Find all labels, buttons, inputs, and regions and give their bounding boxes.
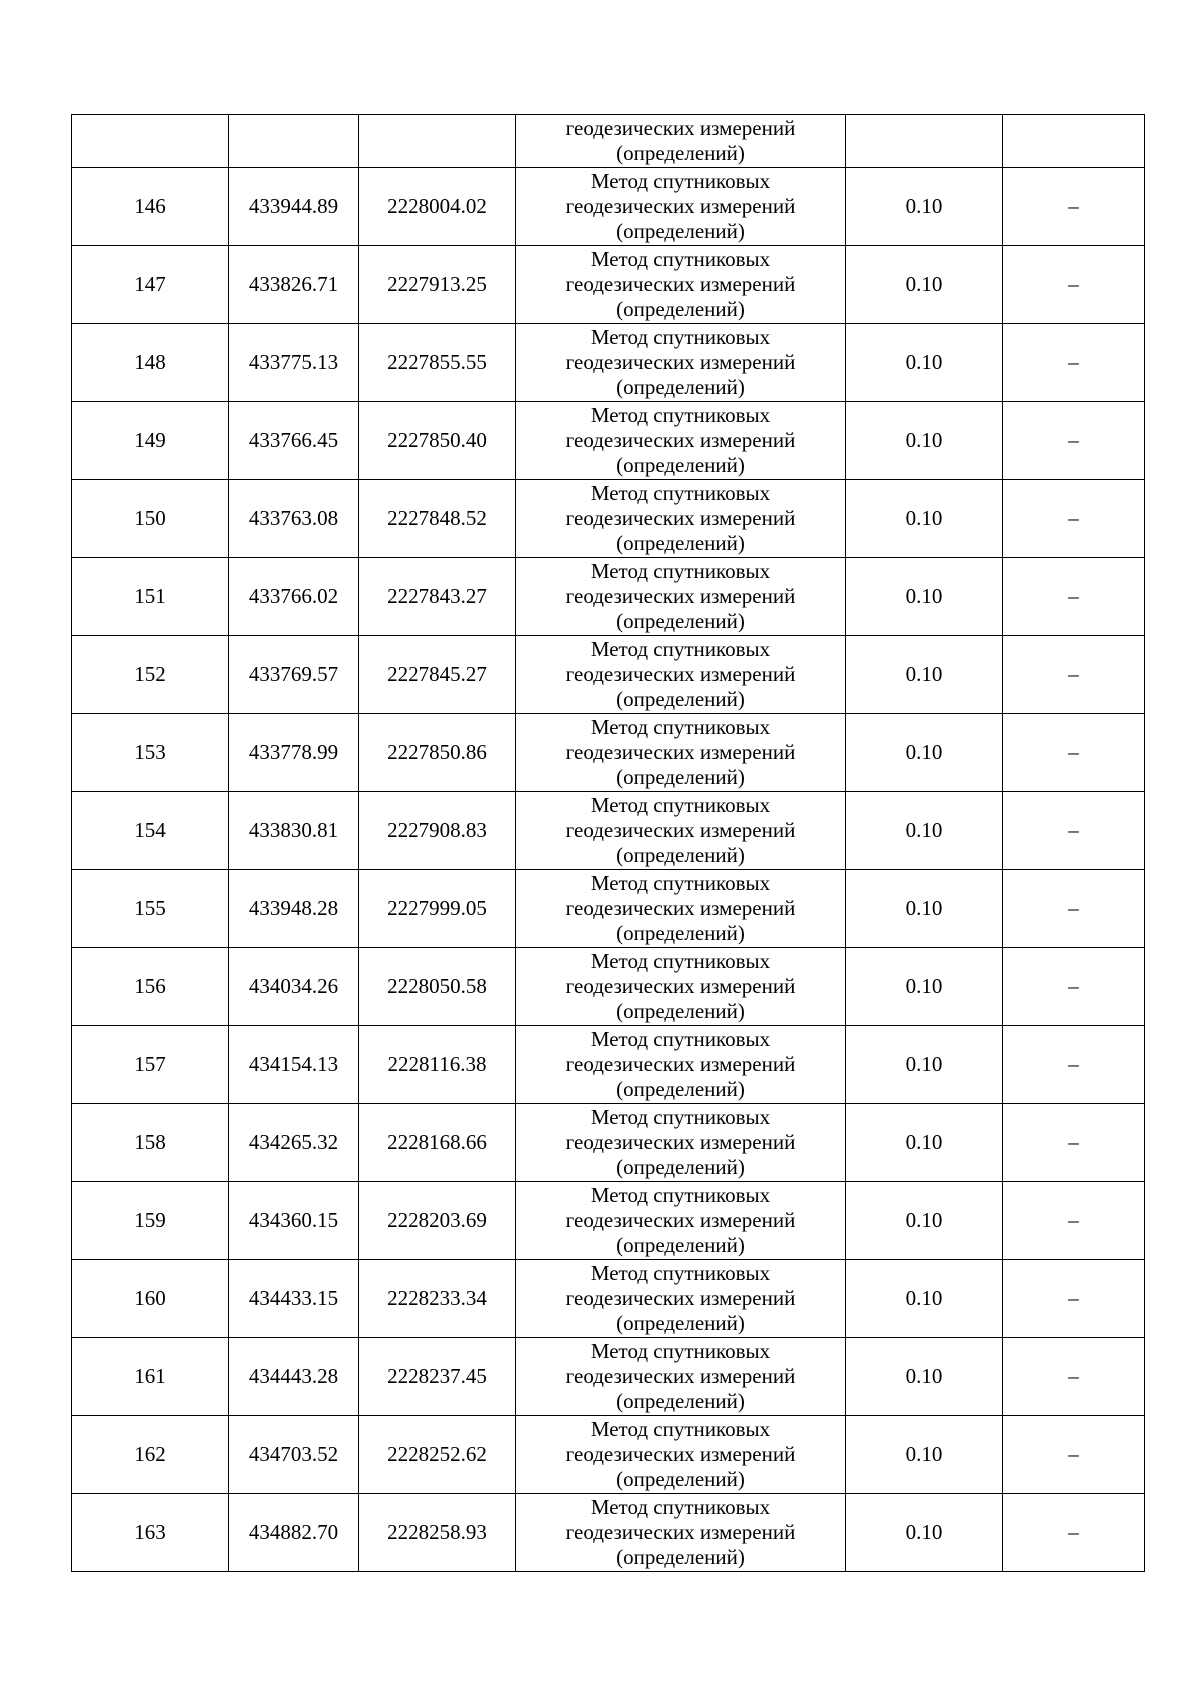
table-row bbox=[72, 792, 1145, 870]
method-line: Метод спутниковых bbox=[590, 637, 771, 661]
method-line: геодезических измерений bbox=[565, 818, 796, 842]
y-coordinate-cell: 2227850.40 bbox=[359, 402, 516, 480]
precision-cell: 0.10 bbox=[846, 870, 1003, 948]
point-number-cell: 158 bbox=[72, 1104, 229, 1182]
method-line: геодезических измерений bbox=[565, 272, 796, 296]
note-cell: – bbox=[1003, 870, 1145, 948]
precision-cell: 0.10 bbox=[846, 324, 1003, 402]
method-cell bbox=[516, 792, 846, 870]
table-row bbox=[72, 948, 1145, 1026]
y-coordinate-cell: 2228237.45 bbox=[359, 1338, 516, 1416]
x-coordinate-cell: 433775.13 bbox=[229, 324, 359, 402]
method-line: Метод спутниковых bbox=[590, 715, 771, 739]
method-line: Метод спутниковых bbox=[590, 325, 771, 349]
table-row bbox=[72, 1182, 1145, 1260]
method-line: (определений) bbox=[616, 1545, 745, 1569]
x-coordinate-cell: 433826.71 bbox=[229, 246, 359, 324]
y-coordinate-cell: 2227999.05 bbox=[359, 870, 516, 948]
method-line: геодезических измерений bbox=[565, 194, 796, 218]
y-coordinate-cell bbox=[359, 115, 516, 168]
method-line: (определений) bbox=[616, 843, 745, 867]
y-coordinate-cell: 2227843.27 bbox=[359, 558, 516, 636]
method-cell bbox=[516, 948, 846, 1026]
method-line: геодезических измерений bbox=[565, 506, 796, 530]
table-body bbox=[72, 115, 1145, 1572]
method-cell bbox=[516, 870, 846, 948]
precision-cell: 0.10 bbox=[846, 558, 1003, 636]
point-number-cell: 149 bbox=[72, 402, 229, 480]
method-line: Метод спутниковых bbox=[590, 793, 771, 817]
method-line: геодезических измерений bbox=[565, 740, 796, 764]
method-line: (определений) bbox=[616, 765, 745, 789]
method-cell bbox=[516, 115, 846, 168]
table-row bbox=[72, 870, 1145, 948]
table-row bbox=[72, 1260, 1145, 1338]
method-line: (определений) bbox=[616, 375, 745, 399]
table-row bbox=[72, 480, 1145, 558]
note-cell: – bbox=[1003, 480, 1145, 558]
method-line: (определений) bbox=[616, 921, 745, 945]
method-line: (определений) bbox=[616, 687, 745, 711]
method-line: (определений) bbox=[616, 141, 745, 165]
table-row bbox=[72, 1494, 1145, 1572]
method-cell bbox=[516, 1260, 846, 1338]
method-line: Метод спутниковых bbox=[590, 169, 771, 193]
x-coordinate-cell: 434433.15 bbox=[229, 1260, 359, 1338]
point-number-cell: 157 bbox=[72, 1026, 229, 1104]
point-number-cell: 146 bbox=[72, 168, 229, 246]
method-cell bbox=[516, 1182, 846, 1260]
method-line: Метод спутниковых bbox=[590, 1495, 771, 1519]
precision-cell: 0.10 bbox=[846, 168, 1003, 246]
method-line: (определений) bbox=[616, 1077, 745, 1101]
precision-cell: 0.10 bbox=[846, 402, 1003, 480]
note-cell: – bbox=[1003, 948, 1145, 1026]
method-line: Метод спутниковых bbox=[590, 559, 771, 583]
method-line: Метод спутниковых bbox=[590, 481, 771, 505]
method-line: геодезических измерений bbox=[565, 1286, 796, 1310]
y-coordinate-cell: 2228258.93 bbox=[359, 1494, 516, 1572]
y-coordinate-cell: 2228116.38 bbox=[359, 1026, 516, 1104]
point-number-cell: 161 bbox=[72, 1338, 229, 1416]
method-line: (определений) bbox=[616, 1389, 745, 1413]
table-row bbox=[72, 402, 1145, 480]
y-coordinate-cell: 2227908.83 bbox=[359, 792, 516, 870]
method-line: геодезических измерений bbox=[565, 584, 796, 608]
y-coordinate-cell: 2227913.25 bbox=[359, 246, 516, 324]
x-coordinate-cell: 433778.99 bbox=[229, 714, 359, 792]
point-number-cell bbox=[72, 115, 229, 168]
y-coordinate-cell: 2228168.66 bbox=[359, 1104, 516, 1182]
table-row bbox=[72, 714, 1145, 792]
point-number-cell: 156 bbox=[72, 948, 229, 1026]
method-line: Метод спутниковых bbox=[590, 949, 771, 973]
note-cell: – bbox=[1003, 792, 1145, 870]
x-coordinate-cell: 434154.13 bbox=[229, 1026, 359, 1104]
note-cell: – bbox=[1003, 1338, 1145, 1416]
method-cell bbox=[516, 1104, 846, 1182]
method-line: геодезических измерений bbox=[565, 1442, 796, 1466]
precision-cell: 0.10 bbox=[846, 1338, 1003, 1416]
note-cell: – bbox=[1003, 168, 1145, 246]
note-cell: – bbox=[1003, 1260, 1145, 1338]
point-number-cell: 147 bbox=[72, 246, 229, 324]
y-coordinate-cell: 2228203.69 bbox=[359, 1182, 516, 1260]
method-cell bbox=[516, 1494, 846, 1572]
method-cell bbox=[516, 402, 846, 480]
y-coordinate-cell: 2227848.52 bbox=[359, 480, 516, 558]
method-line: геодезических измерений bbox=[565, 116, 796, 140]
method-cell bbox=[516, 246, 846, 324]
point-number-cell: 160 bbox=[72, 1260, 229, 1338]
precision-cell: 0.10 bbox=[846, 792, 1003, 870]
point-number-cell: 148 bbox=[72, 324, 229, 402]
x-coordinate-cell: 434034.26 bbox=[229, 948, 359, 1026]
x-coordinate-cell: 433769.57 bbox=[229, 636, 359, 714]
method-cell bbox=[516, 1416, 846, 1494]
point-number-cell: 155 bbox=[72, 870, 229, 948]
method-cell bbox=[516, 558, 846, 636]
method-line: (определений) bbox=[616, 1233, 745, 1257]
method-line: Метод спутниковых bbox=[590, 1105, 771, 1129]
x-coordinate-cell: 434360.15 bbox=[229, 1182, 359, 1260]
y-coordinate-cell: 2227855.55 bbox=[359, 324, 516, 402]
point-number-cell: 152 bbox=[72, 636, 229, 714]
method-line: геодезических измерений bbox=[565, 1520, 796, 1544]
note-cell: – bbox=[1003, 1416, 1145, 1494]
method-line: Метод спутниковых bbox=[590, 1261, 771, 1285]
point-number-cell: 163 bbox=[72, 1494, 229, 1572]
method-line: геодезических измерений bbox=[565, 662, 796, 686]
note-cell: – bbox=[1003, 324, 1145, 402]
method-line: (определений) bbox=[616, 531, 745, 555]
x-coordinate-cell: 434703.52 bbox=[229, 1416, 359, 1494]
note-cell bbox=[1003, 115, 1145, 168]
y-coordinate-cell: 2228233.34 bbox=[359, 1260, 516, 1338]
x-coordinate-cell bbox=[229, 115, 359, 168]
method-line: геодезических измерений bbox=[565, 974, 796, 998]
method-cell bbox=[516, 714, 846, 792]
method-line: Метод спутниковых bbox=[590, 247, 771, 271]
y-coordinate-cell: 2227845.27 bbox=[359, 636, 516, 714]
note-cell: – bbox=[1003, 636, 1145, 714]
method-cell bbox=[516, 168, 846, 246]
y-coordinate-cell: 2228004.02 bbox=[359, 168, 516, 246]
table-row bbox=[72, 1104, 1145, 1182]
precision-cell: 0.10 bbox=[846, 1416, 1003, 1494]
precision-cell: 0.10 bbox=[846, 246, 1003, 324]
precision-cell: 0.10 bbox=[846, 1026, 1003, 1104]
method-line: геодезических измерений bbox=[565, 1052, 796, 1076]
precision-cell: 0.10 bbox=[846, 480, 1003, 558]
method-line: (определений) bbox=[616, 1311, 745, 1335]
point-number-cell: 162 bbox=[72, 1416, 229, 1494]
x-coordinate-cell: 433763.08 bbox=[229, 480, 359, 558]
method-line: (определений) bbox=[616, 999, 745, 1023]
point-number-cell: 159 bbox=[72, 1182, 229, 1260]
method-line: Метод спутниковых bbox=[590, 1417, 771, 1441]
note-cell: – bbox=[1003, 402, 1145, 480]
table-row bbox=[72, 168, 1145, 246]
point-number-cell: 150 bbox=[72, 480, 229, 558]
table-row bbox=[72, 1026, 1145, 1104]
table-row bbox=[72, 324, 1145, 402]
precision-cell: 0.10 bbox=[846, 1104, 1003, 1182]
method-line: Метод спутниковых bbox=[590, 871, 771, 895]
y-coordinate-cell: 2228252.62 bbox=[359, 1416, 516, 1494]
note-cell: – bbox=[1003, 246, 1145, 324]
note-cell: – bbox=[1003, 1182, 1145, 1260]
note-cell: – bbox=[1003, 714, 1145, 792]
method-line: геодезических измерений bbox=[565, 1208, 796, 1232]
method-cell bbox=[516, 1026, 846, 1104]
method-line: геодезических измерений bbox=[565, 1364, 796, 1388]
method-line: геодезических измерений bbox=[565, 428, 796, 452]
method-line: Метод спутниковых bbox=[590, 1183, 771, 1207]
method-cell bbox=[516, 636, 846, 714]
x-coordinate-cell: 433948.28 bbox=[229, 870, 359, 948]
y-coordinate-cell: 2228050.58 bbox=[359, 948, 516, 1026]
note-cell: – bbox=[1003, 1026, 1145, 1104]
precision-cell: 0.10 bbox=[846, 1494, 1003, 1572]
x-coordinate-cell: 433766.02 bbox=[229, 558, 359, 636]
x-coordinate-cell: 433766.45 bbox=[229, 402, 359, 480]
method-line: (определений) bbox=[616, 1155, 745, 1179]
method-line: Метод спутниковых bbox=[590, 1339, 771, 1363]
method-line: (определений) bbox=[616, 219, 745, 243]
note-cell: – bbox=[1003, 1104, 1145, 1182]
method-line: геодезических измерений bbox=[565, 350, 796, 374]
method-line: геодезических измерений bbox=[565, 896, 796, 920]
x-coordinate-cell: 434265.32 bbox=[229, 1104, 359, 1182]
precision-cell: 0.10 bbox=[846, 714, 1003, 792]
x-coordinate-cell: 434443.28 bbox=[229, 1338, 359, 1416]
method-line: (определений) bbox=[616, 453, 745, 477]
note-cell: – bbox=[1003, 1494, 1145, 1572]
method-cell bbox=[516, 324, 846, 402]
method-line: (определений) bbox=[616, 1467, 745, 1491]
table-row bbox=[72, 636, 1145, 714]
y-coordinate-cell: 2227850.86 bbox=[359, 714, 516, 792]
table-row bbox=[72, 558, 1145, 636]
method-cell bbox=[516, 1338, 846, 1416]
precision-cell: 0.10 bbox=[846, 1260, 1003, 1338]
coordinates-table bbox=[71, 114, 1145, 1572]
continuation-row bbox=[72, 115, 1145, 168]
method-line: (определений) bbox=[616, 609, 745, 633]
precision-cell bbox=[846, 115, 1003, 168]
x-coordinate-cell: 434882.70 bbox=[229, 1494, 359, 1572]
note-cell: – bbox=[1003, 558, 1145, 636]
method-line: Метод спутниковых bbox=[590, 1027, 771, 1051]
table-row bbox=[72, 246, 1145, 324]
table-row bbox=[72, 1338, 1145, 1416]
method-line: (определений) bbox=[616, 297, 745, 321]
x-coordinate-cell: 433944.89 bbox=[229, 168, 359, 246]
method-line: геодезических измерений bbox=[565, 1130, 796, 1154]
method-cell bbox=[516, 480, 846, 558]
precision-cell: 0.10 bbox=[846, 1182, 1003, 1260]
point-number-cell: 151 bbox=[72, 558, 229, 636]
x-coordinate-cell: 433830.81 bbox=[229, 792, 359, 870]
point-number-cell: 154 bbox=[72, 792, 229, 870]
precision-cell: 0.10 bbox=[846, 948, 1003, 1026]
precision-cell: 0.10 bbox=[846, 636, 1003, 714]
method-line: Метод спутниковых bbox=[590, 403, 771, 427]
point-number-cell: 153 bbox=[72, 714, 229, 792]
table-row bbox=[72, 1416, 1145, 1494]
